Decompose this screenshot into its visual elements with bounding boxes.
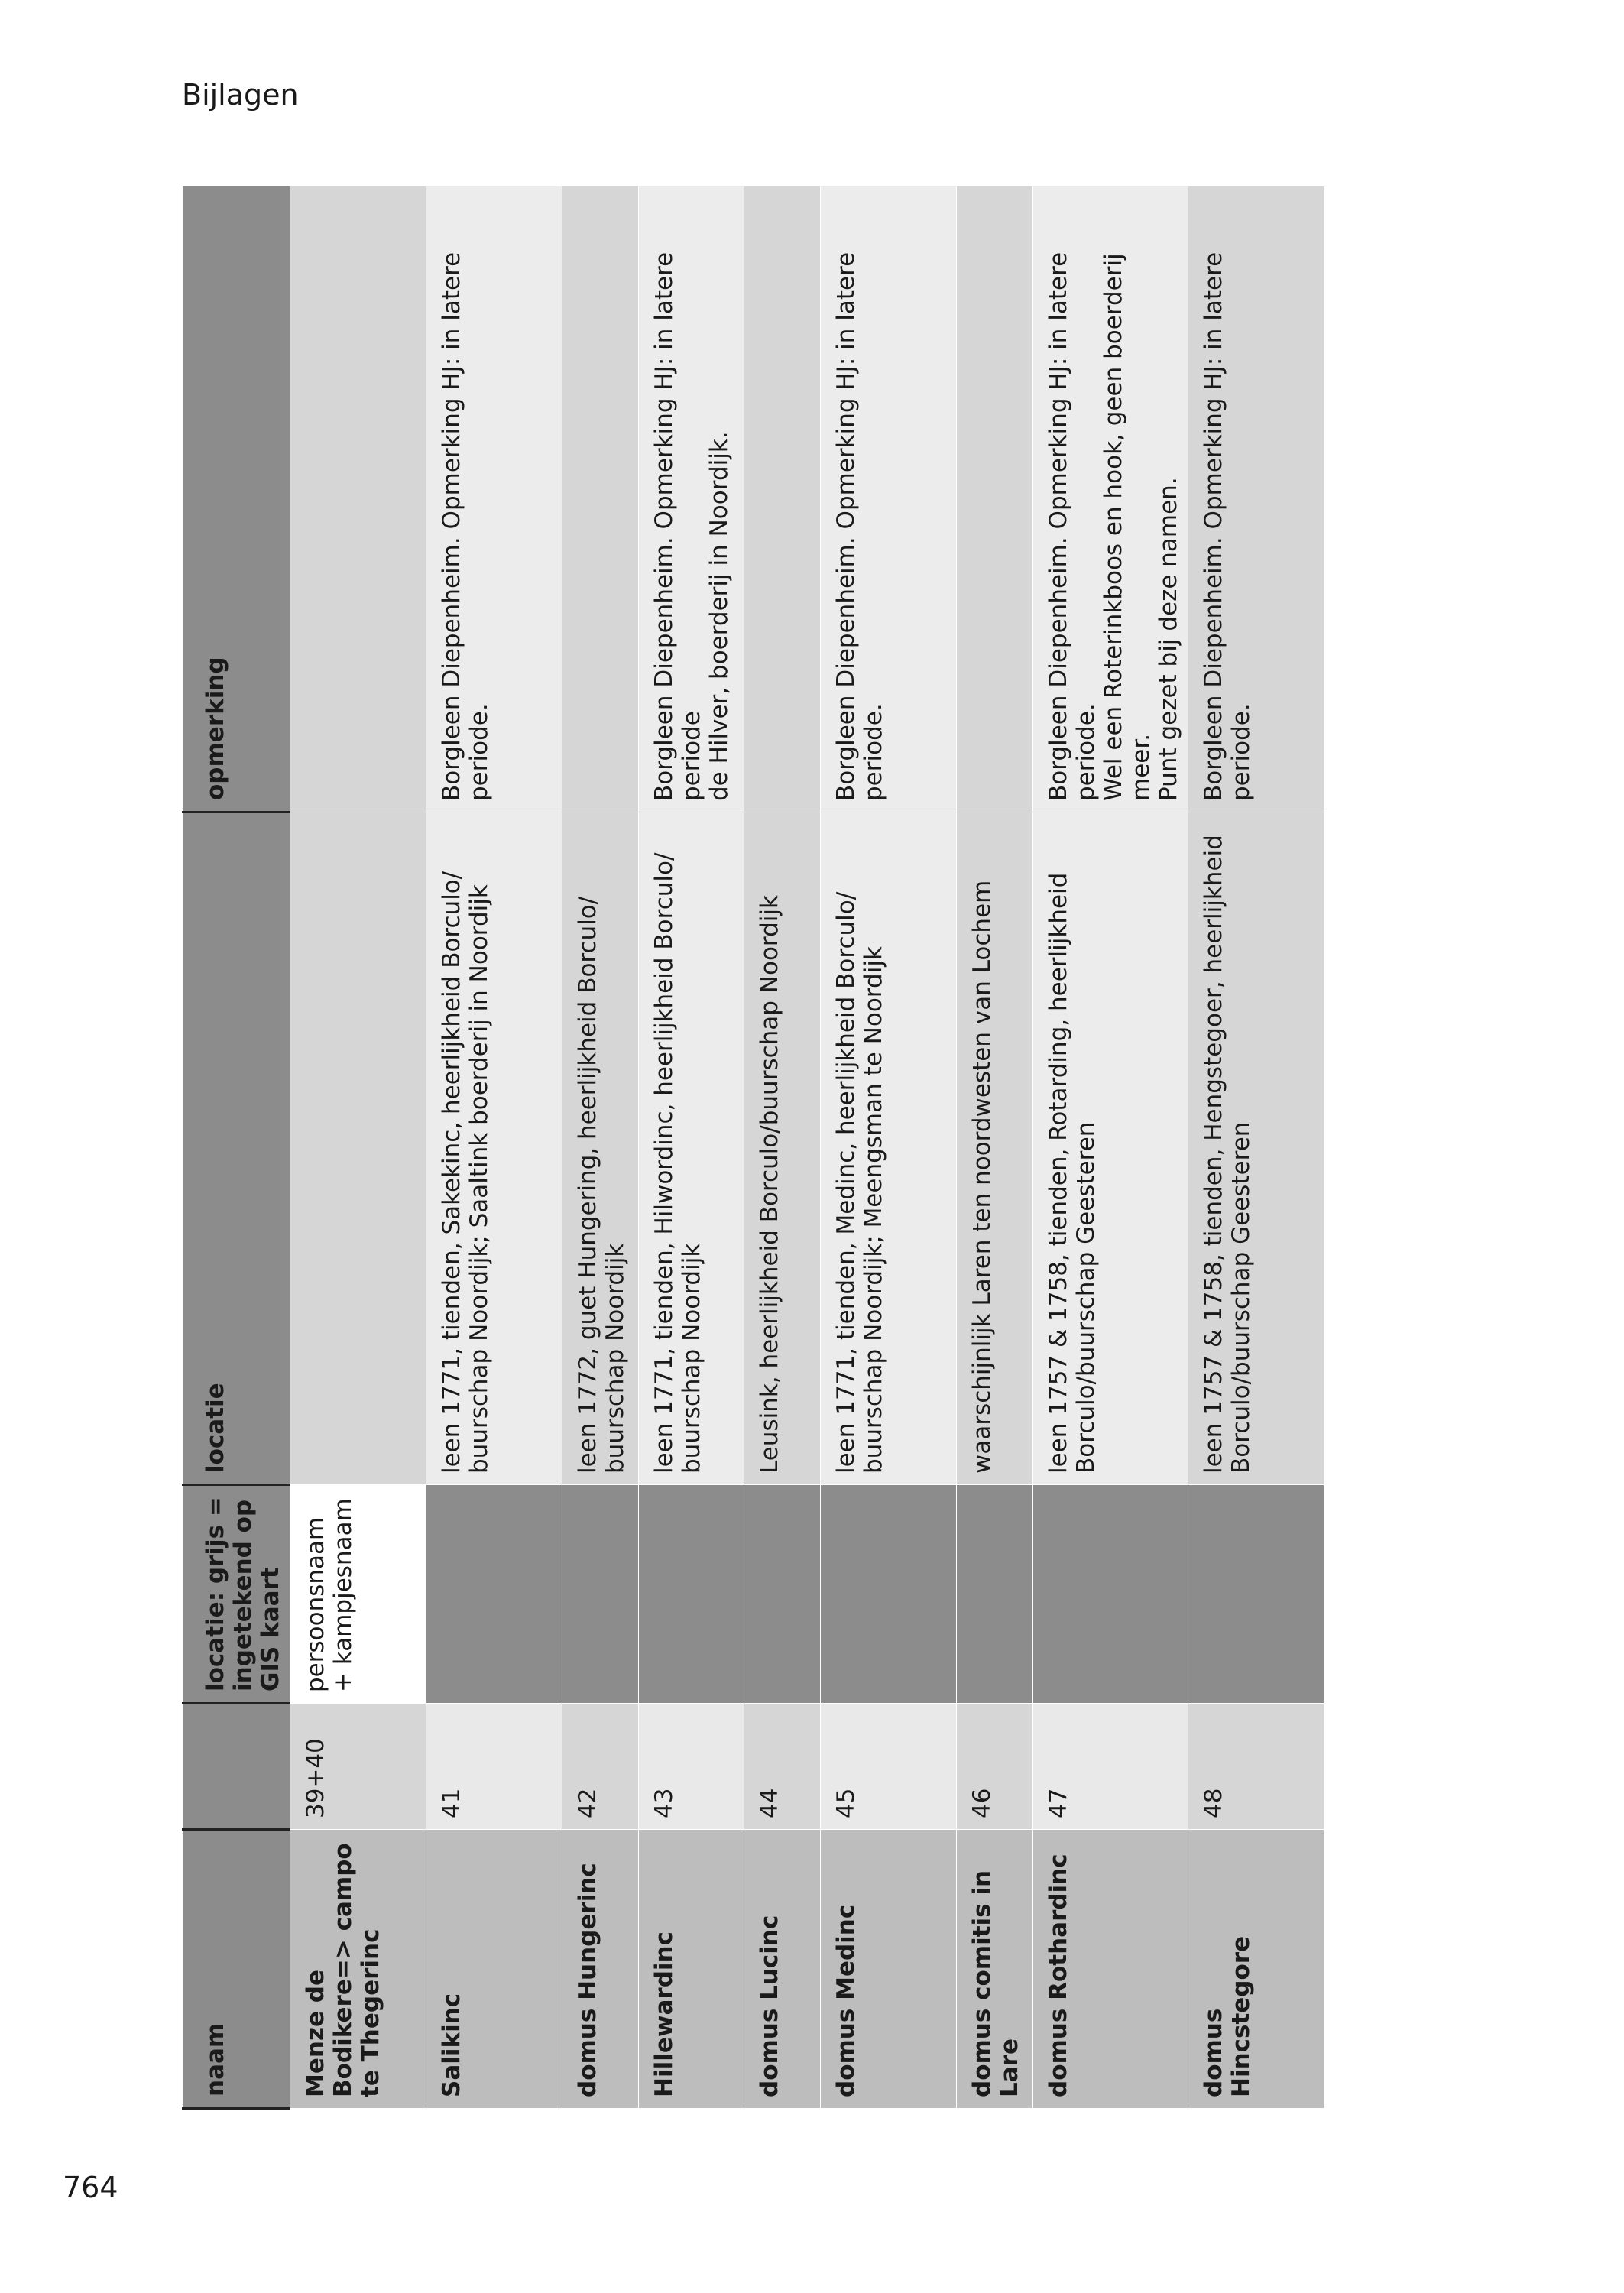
table-row — [290, 186, 426, 2109]
cell-grijs — [426, 1485, 562, 1704]
header-locatie: locatie — [183, 812, 290, 1485]
cell-opmerking — [562, 186, 638, 812]
cell-opmerking: Borgleen Diepenheim. Opmerking HJ: in latere periode. Wel een Roterinkboos en hook, geen boerderij meer. Punt gezet bij deze namen. — [1032, 186, 1188, 812]
cell-nr: 43 — [638, 1704, 744, 1830]
running-head: Bijlagen — [182, 78, 299, 112]
cell-naam: Hillewardinc — [638, 1830, 744, 2109]
table-row — [1032, 186, 1188, 2109]
cell-naam: domus Lucinc — [744, 1830, 820, 2109]
cell-grijs — [956, 1485, 1032, 1704]
header-grijs: locatie: grijs = ingetekend op GIS kaart — [183, 1485, 290, 1704]
cell-opmerking — [744, 186, 820, 812]
cell-locatie: leen 1771, tienden, Medinc, heerlijkheid Borculo/ buurschap Noordijk; Meengsman te Noordijk — [820, 812, 956, 1485]
cell-locatie: leen 1771, tienden, Hilwordinc, heerlijkheid Borculo/ buurschap Noordijk — [638, 812, 744, 1485]
page-number: 764 — [63, 2171, 118, 2204]
register-table — [182, 186, 1324, 2110]
cell-nr: 48 — [1188, 1704, 1324, 1830]
cell-nr: 41 — [426, 1704, 562, 1830]
cell-nr: 46 — [956, 1704, 1032, 1830]
rotated-table-wrapper — [182, 187, 1317, 2110]
cell-locatie: leen 1772, guet Hungering, heerlijkheid Borculo/ buurschap Noordijk — [562, 812, 638, 1485]
cell-naam: Salikinc — [426, 1830, 562, 2109]
cell-opmerking — [290, 186, 426, 812]
cell-nr: 39+40 — [290, 1704, 426, 1830]
cell-locatie: waarschijnlijk Laren ten noordwesten van Lochem — [956, 812, 1032, 1485]
header-naam: naam — [183, 1830, 290, 2109]
cell-naam: Menze de Bodikere=> campo te Thegerinc — [290, 1830, 426, 2109]
cell-opmerking — [956, 186, 1032, 812]
cell-opmerking: Borgleen Diepenheim. Opmerking HJ: in latere periode. — [426, 186, 562, 812]
cell-locatie: leen 1757 & 1758, tienden, Rotarding, heerlijkheid Borculo/buurschap Geesteren — [1032, 812, 1188, 1485]
table-row — [956, 186, 1032, 2109]
header-row — [183, 186, 290, 2109]
cell-grijs — [1032, 1485, 1188, 1704]
cell-naam: domus Hungerinc — [562, 1830, 638, 2109]
cell-grijs — [562, 1485, 638, 1704]
cell-grijs — [1188, 1485, 1324, 1704]
cell-naam: domus comitis in Lare — [956, 1830, 1032, 2109]
table-row — [638, 186, 744, 2109]
cell-grijs — [820, 1485, 956, 1704]
cell-locatie: leen 1771, tienden, Sakekinc, heerlijkheid Borculo/ buurschap Noordijk; Saaltink boerderij in Noordijk — [426, 812, 562, 1485]
cell-opmerking: Borgleen Diepenheim. Opmerking HJ: in latere periode. — [820, 186, 956, 812]
cell-grijs — [638, 1485, 744, 1704]
cell-opmerking: Borgleen Diepenheim. Opmerking HJ: in latere periode. — [1188, 186, 1324, 812]
cell-opmerking: Borgleen Diepenheim. Opmerking HJ: in latere periode de Hilver, boerderij in Noordijk. — [638, 186, 744, 812]
cell-nr: 42 — [562, 1704, 638, 1830]
header-opmerking: opmerking — [183, 186, 290, 812]
table-row — [426, 186, 562, 2109]
cell-locatie — [290, 812, 426, 1485]
cell-locatie: Leusink, heerlijkheid Borculo/buurschap Noordijk — [744, 812, 820, 1485]
cell-naam: domus Rothardinc — [1032, 1830, 1188, 2109]
table-row — [744, 186, 820, 2109]
cell-nr: 45 — [820, 1704, 956, 1830]
header-nr — [183, 1704, 290, 1830]
table-row — [1188, 186, 1324, 2109]
cell-locatie: leen 1757 & 1758, tienden, Hengstegoer, heerlijkheid Borculo/buurschap Geesteren — [1188, 812, 1324, 1485]
cell-grijs — [744, 1485, 820, 1704]
table-row — [820, 186, 956, 2109]
cell-grijs: persoonsnaam + kampjesnaam — [290, 1485, 426, 1704]
cell-naam: domus Hincstegore — [1188, 1830, 1324, 2109]
cell-nr: 44 — [744, 1704, 820, 1830]
table-row — [562, 186, 638, 2109]
cell-nr: 47 — [1032, 1704, 1188, 1830]
cell-naam: domus Medinc — [820, 1830, 956, 2109]
